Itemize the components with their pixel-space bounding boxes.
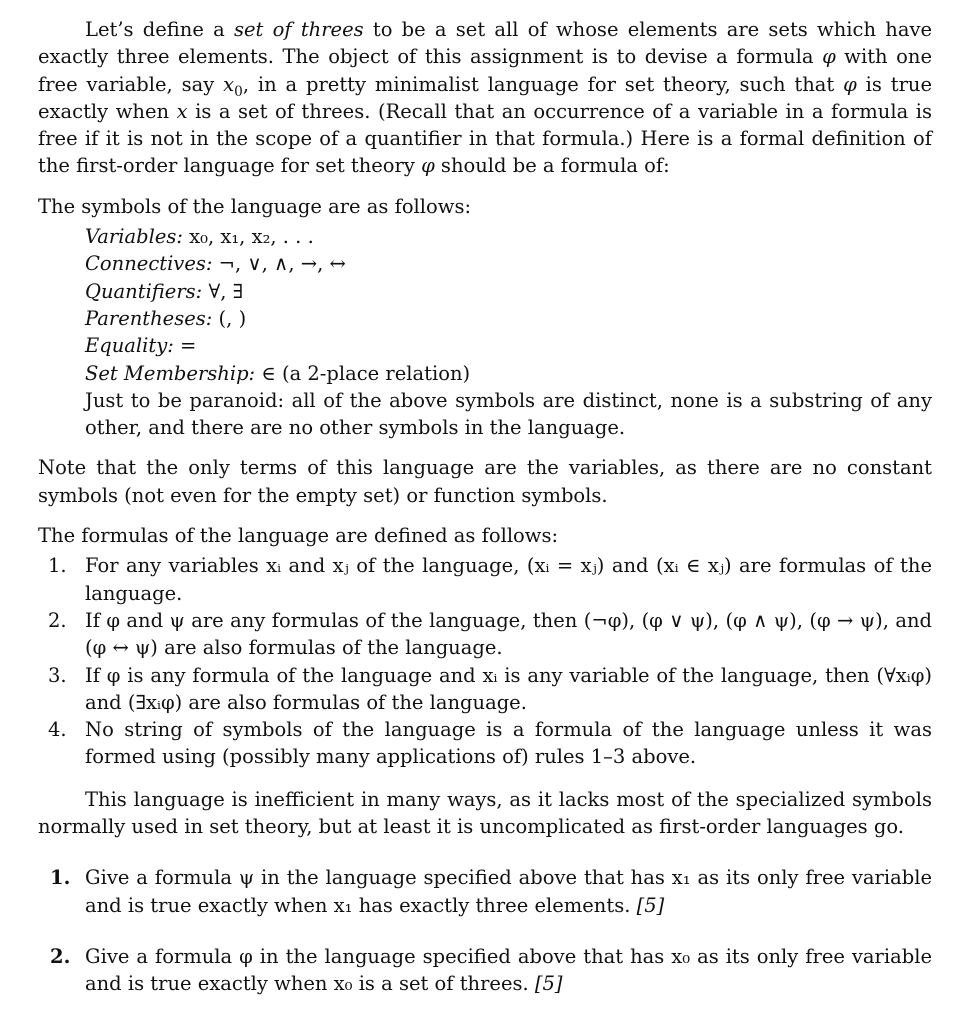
rule-text: If φ and ψ are any formulas of the language, then (¬φ), (φ ∨ ψ), (φ ∧ ψ), (φ → ψ), and (φ ↔ ψ) are also formulas of the language. xyxy=(85,608,932,660)
x-variable: x xyxy=(176,99,188,123)
symbol-value: ∈ (a 2-place relation) xyxy=(255,361,471,385)
formation-rule xyxy=(38,716,932,771)
symbol-value: = xyxy=(173,334,197,358)
question-number: 1. xyxy=(50,866,71,890)
symbol-value: ¬, ∨, ∧, →, ↔ xyxy=(212,252,346,276)
symbol-name: Connectives: xyxy=(85,252,213,276)
question-marks: [5] xyxy=(534,972,563,996)
phi-symbol: φ xyxy=(421,154,435,178)
symbol-name: Equality: xyxy=(85,334,174,358)
intro-text-6: is a set of threes. (Recall that an occurrence of a variable in a formula is free if it is not in the scope of a quantifier in that formula.) Here is a formal definition of the first-order language for set theory xyxy=(38,99,932,178)
symbol-value: ∀, ∃ xyxy=(202,279,244,303)
rule-number: 2. xyxy=(48,608,67,632)
phi-symbol: φ xyxy=(822,45,836,69)
symbol-line xyxy=(85,278,932,305)
symbol-name: Parentheses: xyxy=(85,306,213,330)
rule-text: No string of symbols of the language is a formula of the language unless it was formed using (possibly many applications of) rules 1–3 above. xyxy=(85,718,932,769)
rule-number: 3. xyxy=(48,663,67,687)
formation-rules-list xyxy=(38,552,932,770)
question-text: Give a formula φ in the language specified above that has x₀ as its only free variable and is true exactly when x₀ is a set of threes. xyxy=(85,944,932,996)
symbol-value: x₀, x₁, x₂, . . . xyxy=(182,225,314,249)
intro-text-5: is true exactly when xyxy=(38,72,932,123)
symbol-value: (, ) xyxy=(212,306,247,330)
question-marks: [5] xyxy=(636,893,665,917)
formation-rule xyxy=(38,607,932,662)
intro-text-7: should be a formula of: xyxy=(434,154,670,178)
paranoid-note: Just to be paranoid: all of the above symbols are distinct, none is a substring of any other, and there are no other symbols in the language. xyxy=(85,388,932,440)
symbol-line xyxy=(85,250,932,277)
intro-text-4: , in a pretty minimalist language for set theory, such that xyxy=(242,72,844,96)
rule-text: If φ is any formula of the language and xᵢ is any variable of the language, then (∀xᵢφ) and (∃xᵢφ) are also formulas of the language. xyxy=(85,663,932,714)
symbol-name: Variables: xyxy=(85,225,183,249)
intro-text-1: Let’s define a xyxy=(85,18,234,41)
rule-number: 1. xyxy=(48,554,67,578)
question-2 xyxy=(38,943,932,998)
terms-note: Note that the only terms of this language are the variables, as there are no constant symbols (not even for the empty set) or function symbols. xyxy=(38,456,932,507)
question-text: Give a formula ψ in the language specified above that has x₁ as its only free variable and is true exactly when x₁ has exactly three elements. xyxy=(85,866,932,917)
formation-rule xyxy=(38,662,932,717)
formation-rule xyxy=(38,552,932,607)
symbol-list xyxy=(85,223,932,441)
inefficient-note: This language is inefficient in many ways, as it lacks most of the specialized symbols normally used in set theory, but at least it is uncomplicated as first-order languages go. xyxy=(38,787,932,839)
symbol-line xyxy=(85,332,932,359)
x0-subscript: 0 xyxy=(234,83,243,100)
question-number: 2. xyxy=(50,944,71,968)
symbol-name: Set Membership: xyxy=(85,361,256,385)
symbol-line xyxy=(85,305,932,332)
intro-text-3: with one free variable, say xyxy=(38,45,932,96)
intro-paragraph xyxy=(38,16,932,180)
assignment-page xyxy=(38,16,932,998)
rule-text: For any variables xᵢ and xⱼ of the language, (xᵢ = xⱼ) and (xᵢ ∈ xⱼ) are formulas of the language. xyxy=(85,554,932,605)
intro-text-2: to be a set all of whose elements are sets which have exactly three elements. The object of this assignment is to devise a formula xyxy=(38,18,932,69)
symbols-intro: The symbols of the language are as follows: xyxy=(38,194,472,218)
symbol-name: Quantifiers: xyxy=(85,279,203,303)
formulas-intro: The formulas of the language are defined as follows: xyxy=(38,524,559,548)
rule-number: 4. xyxy=(48,718,67,742)
symbol-line xyxy=(85,223,932,250)
symbol-line xyxy=(85,360,932,387)
phi-symbol: φ xyxy=(843,72,857,96)
question-1 xyxy=(38,864,932,919)
defined-term: set of threes xyxy=(234,18,364,41)
x0-variable: x xyxy=(223,72,235,96)
